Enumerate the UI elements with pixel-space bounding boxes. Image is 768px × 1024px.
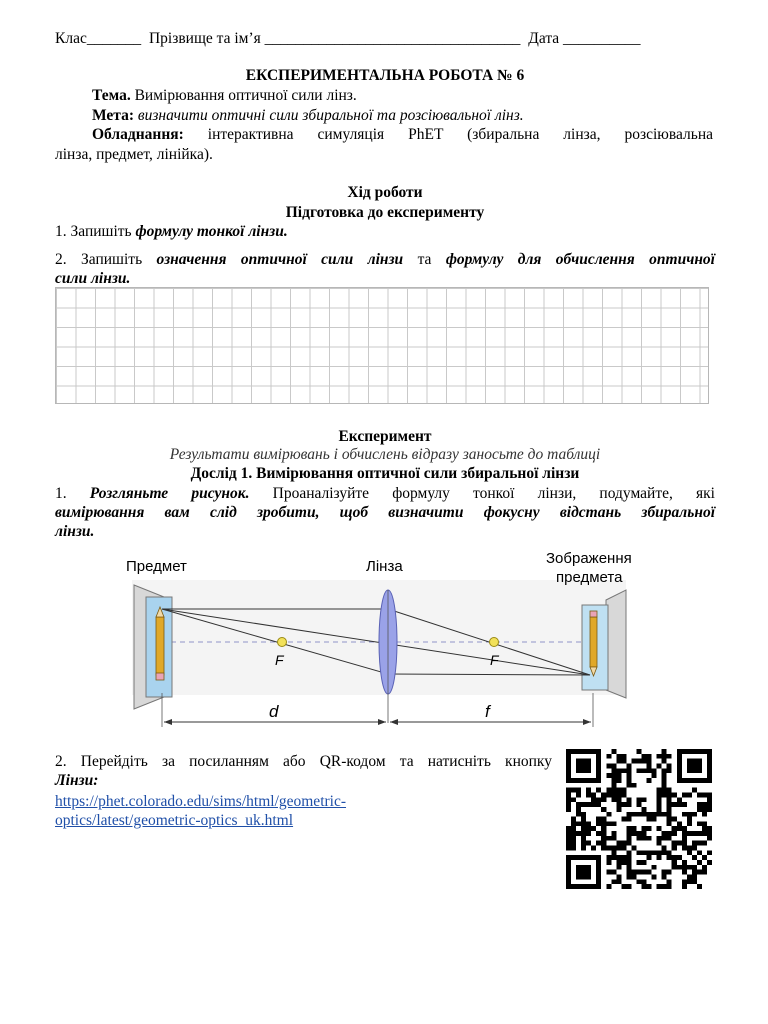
step-1 [55,222,715,242]
topic-text: Вимірювання оптичної сили лінз. [130,87,357,104]
trial-1-step-1-emphasis: Розгляньте рисунок. [89,485,250,502]
qr-code[interactable] [566,749,712,889]
pencil-image [590,611,597,676]
lens-diagram [120,545,640,730]
experiment-note: Результати вимірювань і обчислень відразу заносьте до таблиці [169,446,601,463]
step-2-line-2: сили лінзи. [55,270,131,287]
distance-f-arrow-left [390,719,398,725]
focal-point-left [278,638,287,647]
step-1-text: 1. Запишіть [55,223,136,240]
phet-link-line-1[interactable]: https://phet.colorado.edu/sims/html/geometric- [55,793,347,810]
page-title: ЕКСПЕРИМЕНТАЛЬНА РОБОТА № 6 [245,67,525,84]
step-1-emphasis: формулу тонкої лінзи. [135,223,288,240]
distance-f-label: f [485,702,490,721]
trial-1-step-2: 2. Перейдіть за посиланням або QR-кодом та натисніть кнопку [55,753,552,770]
topic-label: Тема. [92,87,131,104]
object-frame [134,585,172,709]
pencil-object [156,607,164,680]
step-2-emphasis-2: формулу для обчислення оптичної [445,251,715,268]
object-label: Предмет [126,558,187,575]
header-line [55,30,715,48]
goal-label: Мета: [92,107,135,124]
focus-label-left: F [275,652,284,668]
equipment-line-2: лінза, предмет, лінійка). [55,146,213,163]
equipment-line [92,125,713,145]
step-2-connector: та [403,251,446,268]
image-frame [582,590,626,698]
trial-1-step-1-line-3: лінзи. [55,523,95,540]
equipment-text: інтерактивна симуляція PhET (збиральна лінза, розсіювальна [183,126,713,143]
step-2-emphasis-1: означення оптичної сили лінзи [156,251,404,268]
trial-1-step-1-line-2: вимірювання вам слід зробити, щоб визначити фокусну відстань збиральної [55,504,715,521]
image-label-2: предмета [556,569,623,586]
trial-1-heading: Дослід 1. Вимірювання оптичної сили збиральної лінзи [190,465,580,482]
prep-heading: Підготовка до експерименту [285,204,485,221]
date-field: Дата __________ [528,30,641,47]
distance-d-arrow-left [164,719,172,725]
step-2 [55,250,715,270]
trial-1-step-1-num: 1. [55,485,90,502]
image-label-1: Зображення [546,550,632,567]
class-field: Клас_______ [55,30,142,47]
goal-text: визначити оптичні сили збиральної та розсіювальної лінз. [134,107,524,124]
distance-d-label: d [269,702,279,721]
distance-d-arrow-right [378,719,386,725]
topic-line [92,86,712,106]
distance-f-arrow-right [583,719,591,725]
name-field: Прізвище та ім’я _________________________________ [148,30,521,47]
focus-label-right: F [490,652,499,668]
focal-point-right [490,638,499,647]
step-2-text: 2. Запишіть [55,251,157,268]
experiment-heading: Експеримент [338,428,432,445]
procedure-heading: Хід роботи [347,184,423,201]
goal-line [92,106,712,126]
equipment-label: Обладнання: [92,126,184,143]
answer-grid[interactable] [55,287,709,404]
trial-1-step-1 [55,484,715,504]
phet-link-line-2[interactable]: optics/latest/geometric-optics_uk.html [55,812,294,829]
trial-1-step-2-emphasis: Лінзи: [55,772,99,789]
lens-label: Лінза [366,558,403,575]
trial-1-step-1-text: Проаналізуйте формулу тонкої лінзи, подумайте, які [249,485,715,502]
